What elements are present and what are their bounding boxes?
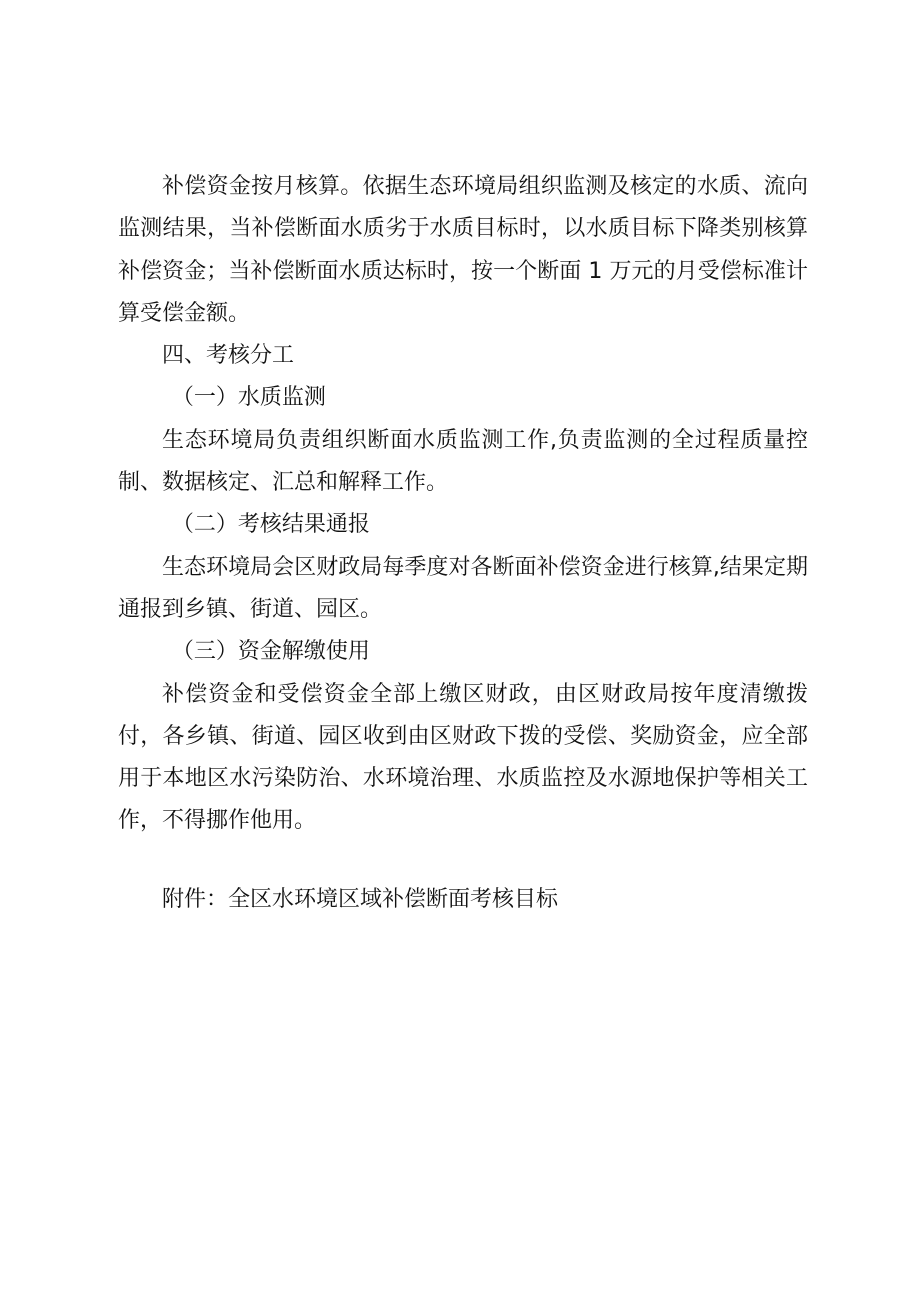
paragraph-result-notice: 生态环境局会区财政局每季度对各断面补偿资金进行核算,结果定期通报到乡镇、街道、园区。	[118, 554, 808, 622]
paragraph-fund-use: 补偿资金和受偿资金全部上缴区财政，由区财政局按年度清缴拨付，各乡镇、街道、园区收到由区财政下拨的受偿、奖励资金，应全部用于本地区水污染防治、水环境治理、水质监控及水源地保护等相关工作，不得挪作他用。	[118, 681, 808, 834]
subheading-water-quality-monitoring: （一）水质监测	[171, 385, 326, 411]
paragraph-compensation-accounting: 补偿资金按月核算。依据生态环境局组织监测及核定的水质、流向监测结果，当补偿断面水质劣于水质目标时，以水质目标下降类别核算补偿资金；当补偿断面水质达标时，按一个断面 1 万元的月受偿标准计算受偿金额。	[118, 174, 808, 326]
subheading-fund-payment-use: （三）资金解缴使用	[171, 639, 370, 665]
subheading-assessment-result-notice: （二）考核结果通报	[171, 512, 370, 538]
document-body	[118, 166, 808, 921]
attachment-note: 附件：全区水环境区域补偿断面考核目标	[162, 886, 559, 912]
section-heading-assessment-division: 四、考核分工	[162, 343, 295, 369]
paragraph-monitoring-responsibility: 生态环境局负责组织断面水质监测工作,负责监测的全过程质量控制、数据核定、汇总和解释工作。	[118, 427, 808, 496]
